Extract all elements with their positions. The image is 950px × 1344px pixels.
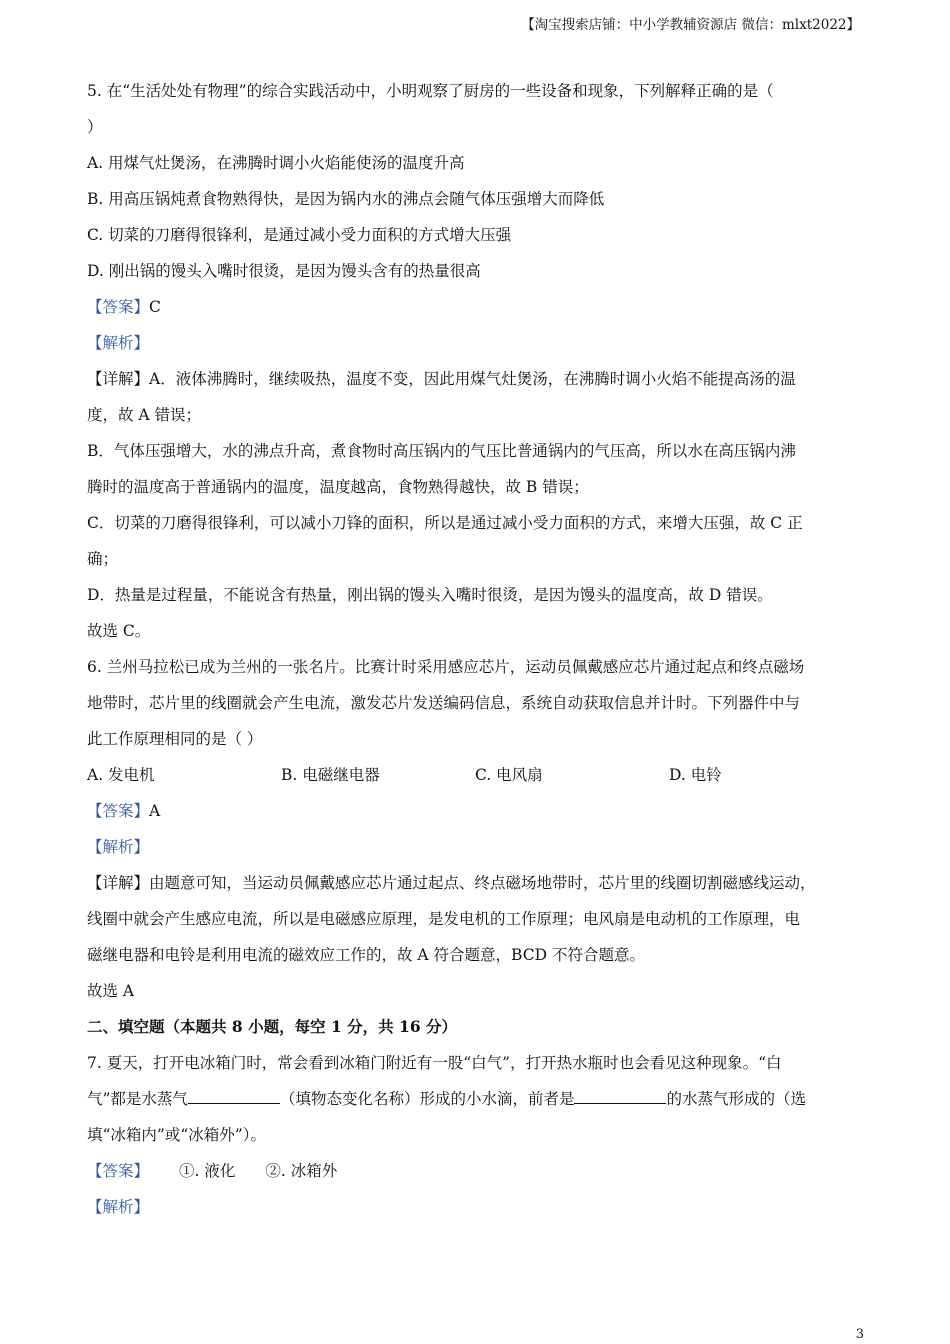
document-body (87, 73, 867, 1225)
q7-line-2-a: 气”都是水蒸气 (87, 1090, 188, 1108)
q6-option-d: D. 电铃 (669, 766, 722, 784)
q5-detail-b1: B．气体压强增大，水的沸点升高，煮食物时高压锅内的气压比普通锅内的气压高，所以水在高压锅内沸 (87, 442, 796, 460)
q7-line-2-c: 的水蒸气形成的（选 (666, 1090, 806, 1108)
q7-blank-2 (574, 1089, 666, 1104)
q5-stem: 5. 在“生活处处有物理”的综合实践活动中，小明观察了厨房的一些设备和现象，下列解释正确的是（ (87, 82, 774, 100)
q5-detail-b2: 腾时的温度高于普通锅内的温度，温度越高，食物熟得越快，故 B 错误； (87, 478, 589, 496)
q7-answer (87, 1153, 867, 1189)
q6-stem-1: 6. 兰州马拉松已成为兰州的一张名片。比赛计时采用感应芯片，运动员佩戴感应芯片通过起点和终点磁场 (87, 658, 805, 676)
q5-option-a: A. 用煤气灶煲汤，在沸腾时调小火焰能使汤的温度升高 (87, 154, 465, 172)
q7-line-2-b: （填物态变化名称）形成的小水滴，前者是 (279, 1090, 575, 1108)
detail-label: 【详解】 (87, 874, 150, 892)
q5-analysis-label (87, 325, 867, 361)
q7-answer-2: ②. 冰箱外 (265, 1162, 338, 1180)
q6-options (87, 757, 867, 793)
q5-detail-a1 (87, 361, 867, 397)
q5-answer (87, 289, 867, 325)
q6-stem-3: 此工作原理相同的是（ ） (87, 730, 263, 748)
page-header: 【淘宝搜索店铺：中小学教辅资源店 微信：mlxt2022】 (521, 17, 860, 33)
q7-line-1: 7. 夏天，打开电冰箱门时，常会看到冰箱门附近有一股“白气”，打开热水瓶时也会看见这种现象。“白 (87, 1054, 782, 1072)
q6-answer-value: A (149, 802, 161, 820)
analysis-label: 【解析】 (87, 334, 150, 352)
q5-option-d: D. 刚出锅的馒头入嘴时很烫，是因为馒头含有的热量很高 (87, 262, 481, 280)
q5-detail-c1: C．切菜的刀磨得很锋利，可以减小刀锋的面积，所以是通过减小受力面积的方式，来增大压强，故 C 正 (87, 514, 803, 532)
q7-line-3: 填“冰箱内”或“冰箱外”）。 (87, 1126, 266, 1144)
q6-detail-3: 磁继电器和电铃是利用电流的磁效应工作的，故 A 符合题意，BCD 不符合题意。 (87, 946, 645, 964)
q5-conclusion: 故选 C。 (87, 622, 151, 640)
answer-label: 【答案】 (87, 298, 150, 316)
page-number: 3 (855, 1327, 864, 1342)
q6-stem-2: 地带时，芯片里的线圈就会产生电流，激发芯片发送编码信息，系统自动获取信息并计时。下列器件中与 (87, 694, 801, 712)
q6-answer (87, 793, 867, 829)
answer-label: 【答案】 (87, 1162, 150, 1180)
detail-label: 【详解】 (87, 370, 150, 388)
q6-detail-1 (87, 865, 867, 901)
q7-answer-1: ①. 液化 (179, 1162, 236, 1180)
q5-stem-close: ） (87, 118, 103, 136)
analysis-label: 【解析】 (87, 838, 150, 856)
q5-detail-c2: 确； (87, 550, 119, 568)
analysis-label: 【解析】 (87, 1198, 150, 1216)
q7-blank-1 (188, 1089, 280, 1104)
q6-option-a: A. 发电机 (87, 766, 155, 784)
q5-detail-a2: 度，故 A 错误； (87, 406, 202, 424)
q5-detail-d: D．热量是过程量，不能说含有热量，刚出锅的馒头入嘴时很烫，是因为馒头的温度高，故 D 错误。 (87, 586, 773, 604)
q5-detail-a1-text: A．液体沸腾时，继续吸热，温度不变，因此用煤气灶煲汤，在沸腾时调小火焰不能提高汤的温 (149, 370, 796, 388)
q5-answer-value: C (149, 298, 161, 316)
q6-analysis-label (87, 829, 867, 865)
section-heading: 二、填空题（本题共 8 小题，每空 1 分，共 16 分） (87, 1017, 458, 1036)
q6-detail-2: 线圈中就会产生感应电流，所以是电磁感应原理，是发电机的工作原理；电风扇是电动机的工作原理，电 (87, 910, 801, 928)
q6-option-c: C. 电风扇 (475, 766, 543, 784)
q6-conclusion: 故选 A (87, 982, 135, 1000)
q7-line-2 (87, 1081, 867, 1117)
answer-label: 【答案】 (87, 802, 150, 820)
q6-detail-1-text: 由题意可知，当运动员佩戴感应芯片通过起点、终点磁场地带时，芯片里的线圈切割磁感线运动， (149, 874, 816, 892)
q5-option-c: C. 切菜的刀磨得很锋利，是通过减小受力面积的方式增大压强 (87, 226, 512, 244)
q7-analysis-label (87, 1189, 867, 1225)
q5-option-b: B. 用高压锅炖煮食物熟得快，是因为锅内水的沸点会随气体压强增大而降低 (87, 190, 605, 208)
q6-option-b: B. 电磁继电器 (281, 766, 380, 784)
